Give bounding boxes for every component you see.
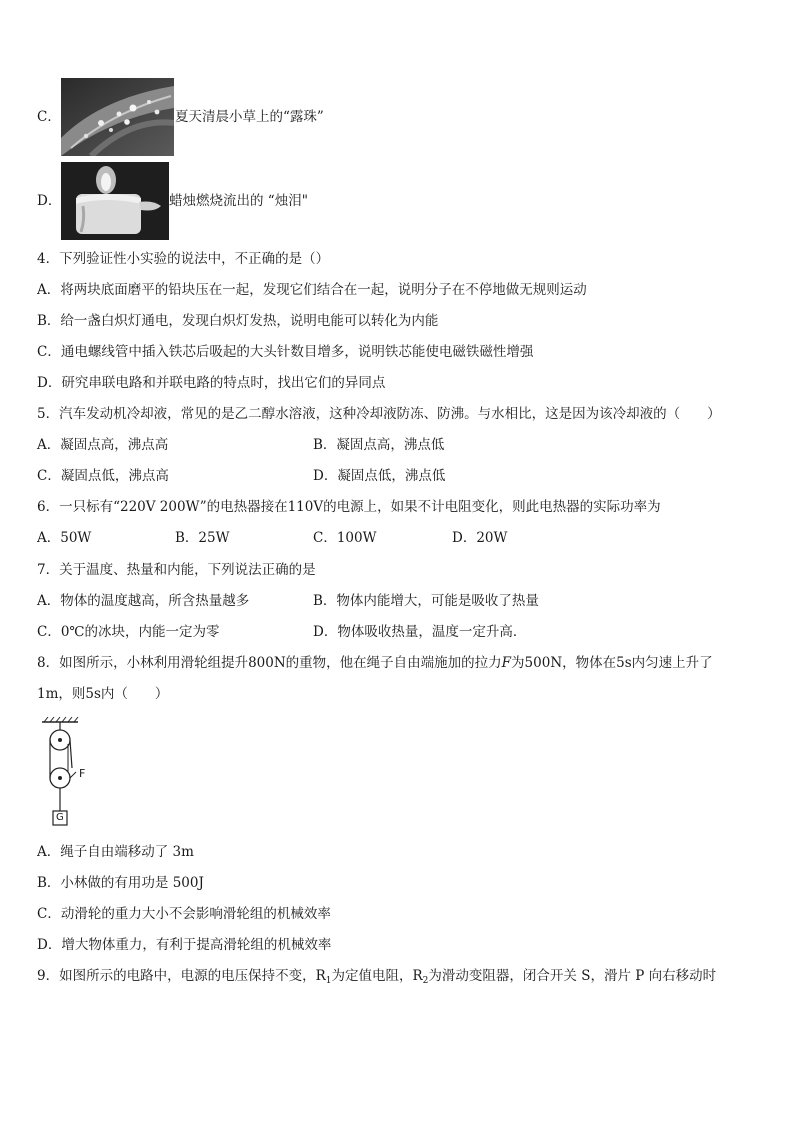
q4-option-d: D．研究串联电路和并联电路的特点时，找出它们的异同点	[37, 375, 386, 391]
q6-option-a: A．50W	[37, 530, 92, 546]
q6-option-b: B．25W	[175, 530, 230, 546]
pulley-force-label: F	[79, 767, 86, 780]
q5-option-c: C．凝固点低，沸点高	[37, 468, 169, 484]
q5-option-b: B．凝固点高，沸点低	[313, 437, 445, 453]
q8-stem-part-b: 为500N，物体在5s内匀速上升了	[511, 655, 713, 671]
q8-stem-line1	[37, 653, 713, 673]
option-c-label: C．	[37, 109, 61, 125]
option-d-caption: 蜡烛燃烧流出的 “烛泪"	[169, 193, 308, 209]
q9-stem-part1: 9．如图所示的电路中，电源的电压保持不变，R	[37, 968, 326, 984]
q7-stem: 7．关于温度、热量和内能，下列说法正确的是	[37, 562, 316, 578]
q6-stem: 6．一只标有“220V 200W”的电热器接在110V的电源上，如果不计电阻变化，则此电热器的实际功率为	[37, 499, 661, 515]
q8-option-d: D．增大物体重力，有利于提高滑轮组的机械效率	[37, 937, 332, 953]
q4-stem: 4．下列验证性小实验的说法中，不正确的是（）	[37, 251, 330, 267]
q7-option-d: D．物体吸收热量，温度一定升高．	[313, 624, 527, 640]
q8-stem-line2: 1m，则5s内（ ）	[37, 686, 169, 702]
q5-stem: 5．汽车发动机冷却液，常见的是乙二醇水溶液，这种冷却液防冻、防沸。与水相比，这是因为该冷却液的（ ）	[37, 406, 721, 422]
q7-option-a: A．物体的温度越高，所含热量越多	[37, 593, 250, 609]
dew-drops-photo	[61, 78, 174, 156]
q8-stem-force-symbol: F	[501, 655, 512, 671]
q9-r2-subscript: 2	[422, 976, 429, 986]
option-c-caption: 夏天清晨小草上的“露珠”	[175, 109, 324, 125]
q4-option-b: B．给一盏白炽灯通电，发现白炽灯发热，说明电能可以转化为内能	[37, 313, 439, 329]
q8-option-a: A．绳子自由端移动了 3m	[37, 844, 194, 860]
q8-option-c: C．动滑轮的重力大小不会影响滑轮组的机械效率	[37, 906, 331, 922]
q5-option-a: A．凝固点高，沸点高	[37, 437, 169, 453]
q8-stem-part-a: 8．如图所示，小林利用滑轮组提升800N的重物，他在绳子自由端施加的拉力	[37, 655, 502, 671]
q8-option-b: B．小林做的有用功是 500J	[37, 875, 204, 891]
q9-r1-subscript: 1	[325, 976, 332, 986]
q9-stem	[37, 966, 716, 986]
q5-option-d: D．凝固点低，沸点低	[313, 468, 446, 484]
q4-option-a: A．将两块底面磨平的铅块压在一起，发现它们结合在一起，说明分子在不停地做无规则运动	[37, 282, 587, 298]
q6-option-d: D．20W	[452, 530, 508, 546]
q9-stem-part2: 为定值电阻，R	[331, 968, 423, 984]
candle-photo	[61, 162, 169, 240]
q7-option-c: C．0℃的冰块，内能一定为零	[37, 624, 220, 640]
pulley-diagram	[38, 714, 98, 830]
q9-stem-part3: 为滑动变阻器，闭合开关 S，滑片 P 向右移动时	[428, 968, 717, 984]
option-d-label: D．	[37, 193, 62, 209]
q6-option-c: C．100W	[313, 530, 377, 546]
q4-option-c: C．通电螺线管中插入铁芯后吸起的大头针数目增多，说明铁芯能使电磁铁磁性增强	[37, 344, 534, 360]
pulley-weight-label: G	[56, 812, 64, 823]
q7-option-b: B．物体内能增大，可能是吸收了热量	[313, 593, 539, 609]
